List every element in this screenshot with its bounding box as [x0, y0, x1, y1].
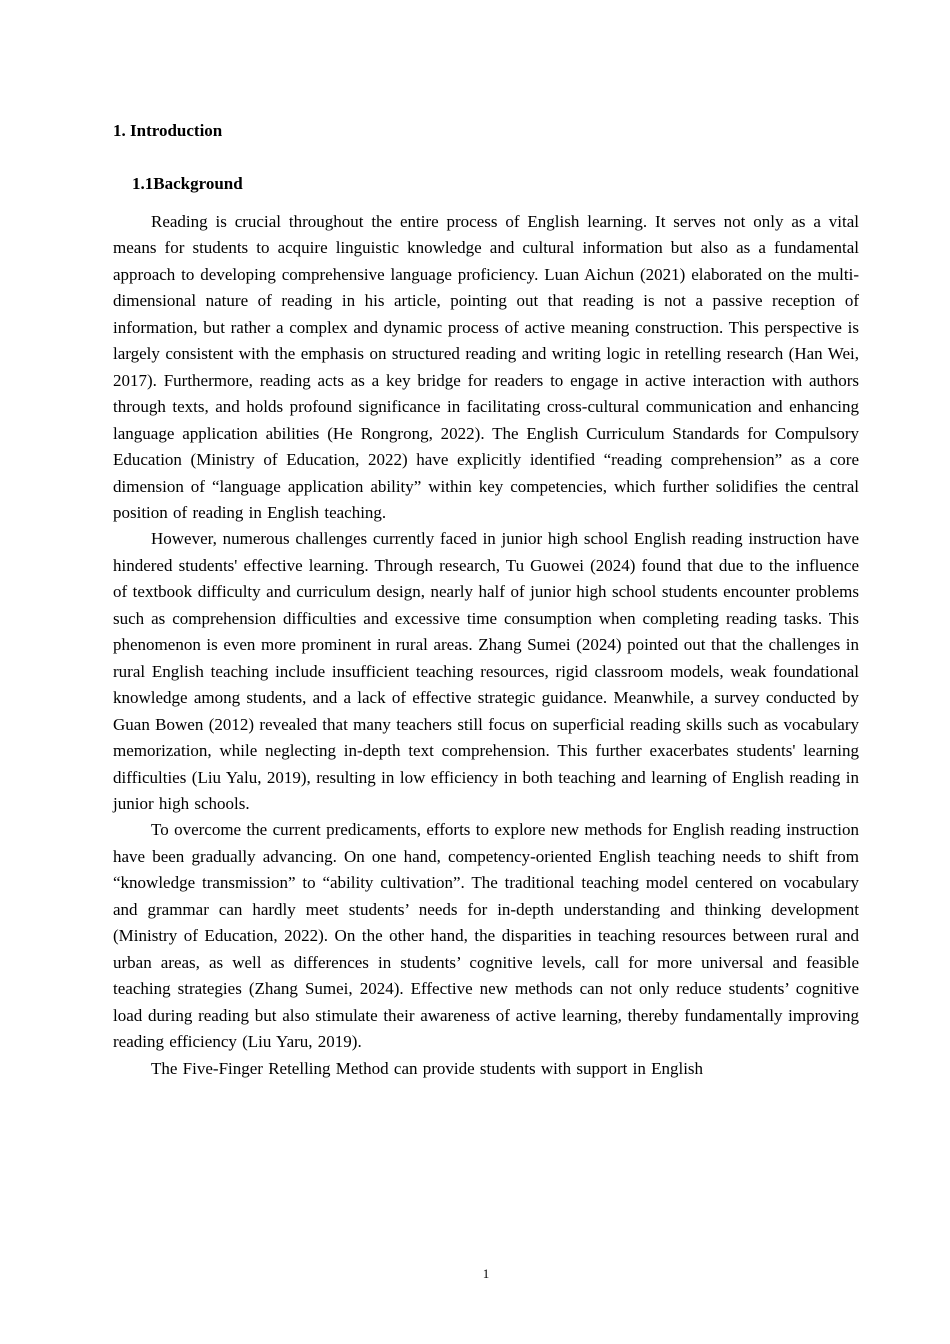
- page-number: 1: [482, 1266, 490, 1281]
- body-text: [113, 209, 859, 1082]
- paragraph: However, numerous challenges currently faced in junior high school English reading instruction have hindered students' effective learning. Through research, Tu Guowei (2024) found that due to the influence of textbook difficulty and curriculum design, nearly half of junior high school students encounter problems such as comprehension difficulties and excessive time consumption when completing reading tasks. This phenomenon is even more prominent in rural areas. Zhang Sumei (2024) pointed out that the challenges in rural English teaching include insufficient teaching resources, rigid classroom models, weak foundational knowledge among students, and a lack of effective strategic guidance. Meanwhile, a survey conducted by Guan Bowen (2012) revealed that many teachers still focus on superficial reading skills such as vocabulary memorization, while neglecting in-depth text comprehension. This further exacerbates students' learning difficulties (Liu Yalu, 2019), resulting in low efficiency in both teaching and learning of English reading in junior high schools.: [113, 529, 859, 813]
- paragraph: To overcome the current predicaments, efforts to explore new methods for English reading instruction have been gradually advancing. On one hand, competency-oriented English teaching needs to shift from “knowledge transmission” to “ability cultivation”. The traditional teaching model centered on vocabulary and grammar can hardly meet students’ needs for in-depth understanding and thinking development (Ministry of Education, 2022). On the other hand, the disparities in teaching resources between rural and urban areas, as well as differences in students’ cognitive levels, call for more universal and feasible teaching strategies (Zhang Sumei, 2024). Effective new methods can not only reduce students’ cognitive load during reading but also stimulate their awareness of active learning, thereby fundamentally improving reading efficiency (Liu Yaru, 2019).: [113, 820, 859, 1052]
- paragraph: The Five-Finger Retelling Method can provide students with support in English: [151, 1058, 704, 1078]
- paragraph: Reading is crucial throughout the entire process of English learning. It serves not only as a vital means for students to acquire linguistic knowledge and cultural information but also as a fundamental approach to developing comprehensive language proficiency. Luan Aichun (2021) elaborated on the multi-dimensional nature of reading in his article, pointing out that reading is not a passive reception of information, but rather a complex and dynamic process of active meaning construction. This perspective is largely consistent with the emphasis on structured reading and writing logic in retelling research (Han Wei, 2017). Furthermore, reading acts as a key bridge for readers to engage in active interaction with authors through texts, and holds profound significance in facilitating cross-cultural communication and enhancing language application abilities (He Rongrong, 2022). The English Curriculum Standards for Compulsory Education (Ministry of Education, 2022) have explicitly identified “reading comprehension” as a core dimension of “language application ability” within key competencies, which further solidifies the central position of reading in English teaching.: [113, 212, 859, 522]
- subsection-heading: 1.1Background: [132, 174, 243, 193]
- section-heading: 1. Introduction: [113, 121, 223, 140]
